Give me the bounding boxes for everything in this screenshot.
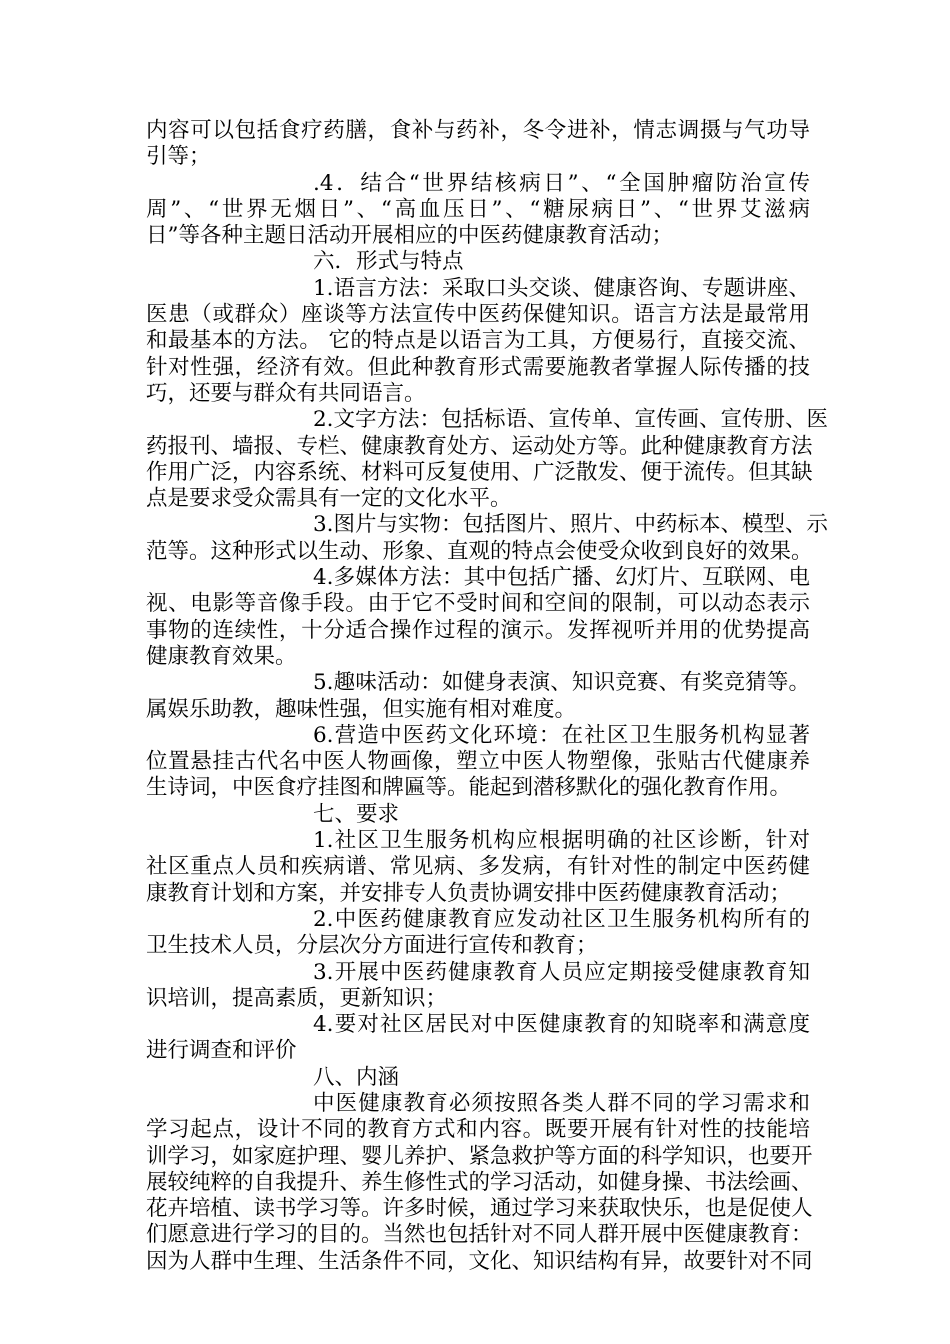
- text-line: 康教育计划和方案，并安排专人负责协调安排中医药健康教育活动；: [146, 880, 792, 906]
- text-line: 社区重点人员和疾病谱、常见病、多发病，有针对性的制定中医药健: [146, 854, 810, 880]
- text-line: 属娱乐助教，趣味性强，但实施有相对难度。: [146, 696, 577, 722]
- text-line: 六．形式与特点: [313, 249, 464, 275]
- text-line: 2.中医药健康教育应发动社区卫生服务机构所有的: [313, 906, 810, 932]
- text-line: 5.趣味活动：如健身表演、知识竞赛、有奖竞猜等。: [313, 670, 810, 696]
- text-line: 3.开展中医药健康教育人员应定期接受健康教育知: [313, 959, 810, 985]
- text-line: 训学习，如家庭护理、婴儿养护、紧急救护等方面的科学知识，也要开: [146, 1143, 813, 1169]
- text-line: 药报刊、墙报、专栏、健康教育处方、运动处方等。此种健康教育方法: [146, 433, 813, 459]
- text-line: 识培训，提高素质，更新知识；: [146, 985, 448, 1011]
- text-line: 位置悬挂古代名中医人物画像，塑立中医人物塑像，张贴古代健康养: [146, 749, 810, 775]
- text-line: 学习起点，设计不同的教育方式和内容。既要开展有针对性的技能培: [146, 1117, 810, 1143]
- text-line: 2.文字方法：包括标语、宣传单、宣传画、宣传册、医: [313, 407, 829, 433]
- text-line: 4.多媒体方法：其中包括广播、幻灯片、互联网、电: [313, 565, 810, 591]
- text-line: 周”、“世界无烟日”、“高血压日”、“糖尿病日”、“世界艾滋病: [146, 196, 810, 222]
- text-line: 日”等各种主题日活动开展相应的中医药健康教育活动；: [146, 223, 673, 249]
- text-line: 八、内涵: [313, 1064, 400, 1090]
- text-line: 花卉培植、读书学习等。许多时候，通过学习来获取快乐，也是促使人: [146, 1196, 813, 1222]
- text-line: 1.语言方法：采取口头交谈、健康咨询、专题讲座、: [313, 275, 810, 301]
- text-line: 卫生技术人员，分层次分方面进行宣传和教育；: [146, 933, 598, 959]
- text-line: 和最基本的方法。 它的特点是以语言为工具，方便易行，直接交流、: [146, 328, 810, 354]
- text-line: 视、电影等音像手段。由于它不受时间和空间的限制，可以动态表示: [146, 591, 810, 617]
- text-line: 进行调查和评价: [146, 1038, 297, 1064]
- text-line: 作用广泛，内容系统、材料可反复使用、广泛散发、便于流传。但其缺: [146, 459, 813, 485]
- text-line: 中医健康教育必须按照各类人群不同的学习需求和: [313, 1090, 810, 1116]
- text-line: 健康教育效果。: [146, 643, 297, 669]
- text-line: 七、要求: [313, 801, 400, 827]
- text-line: 范等。这种形式以生动、形象、直观的特点会使受众收到良好的效果。: [146, 538, 813, 564]
- text-line: 点是要求受众需具有一定的文化水平。: [146, 486, 512, 512]
- text-line: 内容可以包括食疗药膳，食补与药补，冬令进补，情志调摄与气功导: [146, 118, 810, 143]
- document-page: [146, 118, 829, 1275]
- text-line: 生诗词，中医食疗挂图和牌匾等。能起到潜移默化的强化教育作用。: [146, 775, 792, 801]
- text-line: 4.要对社区居民对中医健康教育的知晓率和满意度: [313, 1012, 810, 1038]
- text-line: 引等；: [146, 144, 211, 170]
- text-line: .4．结合“世界结核病日”、“全国肿瘤防治宣传: [313, 170, 810, 196]
- text-line: 针对性强，经济有效。但此种教育形式需要施教者掌握人际传播的技: [146, 354, 810, 380]
- text-line: 事物的连续性，十分适合操作过程的演示。发挥视听并用的优势提高: [146, 617, 810, 643]
- document-body: [146, 118, 829, 1275]
- text-line: 3.图片与实物：包括图片、照片、中药标本、模型、示: [313, 512, 829, 538]
- text-line: 医患（或群众）座谈等方法宣传中医药保健知识。语言方法是最常用: [146, 302, 810, 328]
- text-line: 因为人群中生理、生活条件不同，文化、知识结构有异，故要针对不同: [146, 1248, 813, 1274]
- text-line: 巧，还要与群众有共同语言。: [146, 380, 426, 406]
- text-line: 们愿意进行学习的目的。当然也包括针对不同人群开展中医健康教育：: [146, 1222, 813, 1248]
- text-line: 展较纯粹的自我提升、养生修性式的学习活动，如健身操、书法绘画、: [146, 1169, 813, 1195]
- text-line: 6.营造中医药文化环境：在社区卫生服务机构显著: [313, 722, 810, 748]
- text-line: 1.社区卫生服务机构应根据明确的社区诊断，针对: [313, 828, 810, 854]
